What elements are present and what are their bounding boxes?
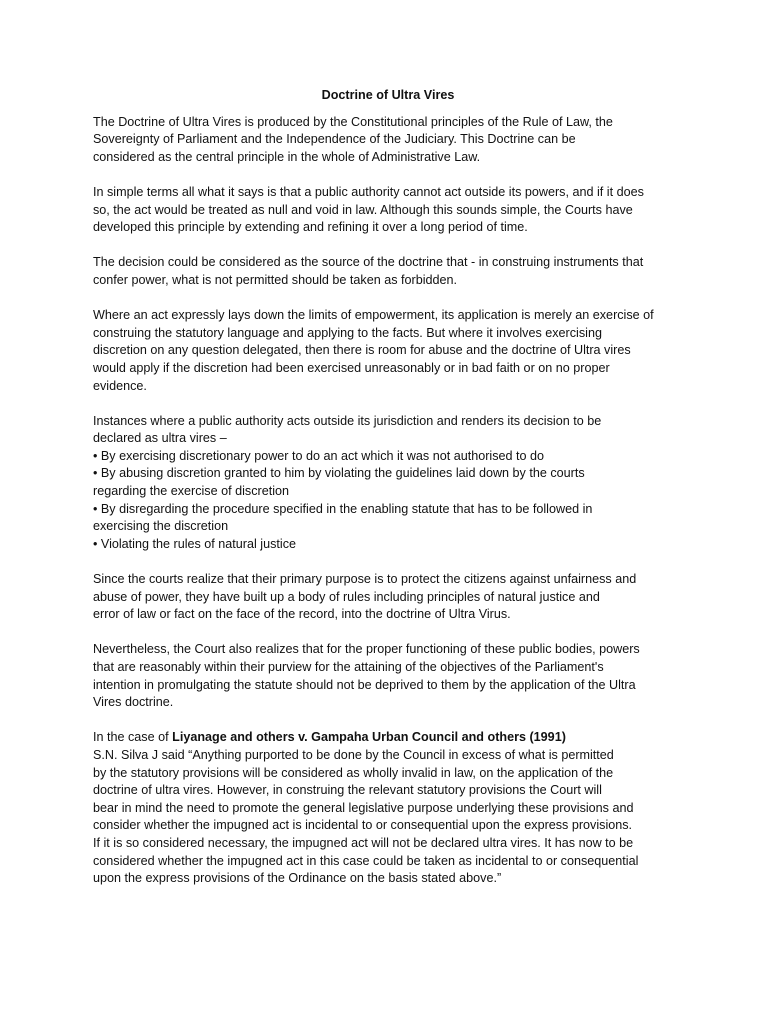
text-line: error of law or fact on the face of the record, into the doctrine of Ultra Virus. xyxy=(93,607,511,622)
text-line: evidence. xyxy=(93,378,147,393)
text-line: Nevertheless, the Court also realizes that for the proper functioning of these public bodies, powers xyxy=(93,642,640,657)
text-line: intention in promulgating the statute should not be deprived to them by the application of the Ultra xyxy=(93,677,636,692)
text-line: exercising the discretion xyxy=(93,519,229,534)
text-line: discretion on any question delegated, then there is room for abuse and the doctrine of Ultra vires xyxy=(93,343,631,358)
text-line: declared as ultra vires – xyxy=(93,431,227,446)
text-line: Vires doctrine. xyxy=(93,695,174,710)
text-line: considered whether the impugned act in this case could be taken as incidental to or consequential xyxy=(93,853,639,868)
text-line: consider whether the impugned act is incidental to or consequential upon the express provisions. xyxy=(93,818,633,833)
text-line: considered as the central principle in the whole of Administrative Law. xyxy=(93,149,481,164)
text-line: would apply if the discretion had been exercised unreasonably or in bad faith or on no proper xyxy=(93,360,610,375)
text-line: Since the courts realize that their primary purpose is to protect the citizens against unfairness and xyxy=(93,572,637,587)
text-line: Sovereignty of Parliament and the Independence of the Judiciary. This Doctrine can be xyxy=(93,132,576,147)
paragraph-courts-realize xyxy=(93,571,683,624)
case-intro-line xyxy=(93,729,683,747)
text-line: abuse of power, they have built up a body of rules including principles of natural justice and xyxy=(93,589,600,604)
paragraph-instances-list xyxy=(93,413,683,554)
text-line: S.N. Silva J said “Anything purported to be done by the Council in excess of what is permitted xyxy=(93,747,614,762)
document-title: Doctrine of Ultra Vires xyxy=(321,88,455,102)
text-line: construing the statutory language and applying to the facts. But where it involves exercising xyxy=(93,325,602,340)
text-line: In simple terms all what it says is that a public authority cannot act outside its powers, and if it does xyxy=(93,184,644,199)
case-intro-text: In the case of xyxy=(93,730,173,745)
bullet-item: • Violating the rules of natural justice xyxy=(93,536,296,551)
text-line: developed this principle by extending and refining it over a long period of time. xyxy=(93,220,528,235)
text-line: regarding the exercise of discretion xyxy=(93,484,290,499)
paragraph-intro xyxy=(93,114,683,167)
text-line: upon the express provisions of the Ordinance on the basis stated above.” xyxy=(93,871,502,886)
paragraph-empowerment-limits xyxy=(93,307,683,395)
paragraph-simple-terms xyxy=(93,184,683,237)
text-line: The Doctrine of Ultra Vires is produced by the Constitutional principles of the Rule of Law, the xyxy=(93,114,613,129)
text-line: by the statutory provisions will be considered as wholly invalid in law, on the application of the xyxy=(93,765,614,780)
text-line: Instances where a public authority acts outside its jurisdiction and renders its decision to be xyxy=(93,413,602,428)
paragraph-nevertheless xyxy=(93,641,683,711)
text-line: that are reasonably within their purview for the attaining of the objectives of the Parliament's xyxy=(93,660,604,674)
bullet-item: • By abusing discretion granted to him by violating the guidelines laid down by the courts xyxy=(93,466,585,481)
bullet-item: • By exercising discretionary power to do an act which it was not authorised to do xyxy=(93,448,545,463)
text-line: The decision could be considered as the source of the doctrine that - in construing instruments that xyxy=(93,255,644,270)
text-line: bear in mind the need to promote the general legislative purpose underlying these provisions and xyxy=(93,800,634,815)
text-line: Where an act expressly lays down the limits of empowerment, its application is merely an exercise of xyxy=(93,308,654,323)
text-line: so, the act would be treated as null and void in law. Although this sounds simple, the Courts have xyxy=(93,202,633,217)
text-line: doctrine of ultra vires. However, in construing the relevant statutory provisions the Court will xyxy=(93,783,602,798)
bullet-item: • By disregarding the procedure specified in the enabling statute that has to be followed in xyxy=(93,501,593,516)
paragraph-source-of-doctrine xyxy=(93,254,683,289)
document-page xyxy=(93,87,683,905)
text-line: If it is so considered necessary, the impugned act will not be declared ultra vires. It has now to be xyxy=(93,835,634,850)
text-line: confer power, what is not permitted should be taken as forbidden. xyxy=(93,272,458,287)
paragraph-case-quote xyxy=(93,729,683,887)
case-name: Liyanage and others v. Gampaha Urban Council and others (1991) xyxy=(172,730,566,745)
